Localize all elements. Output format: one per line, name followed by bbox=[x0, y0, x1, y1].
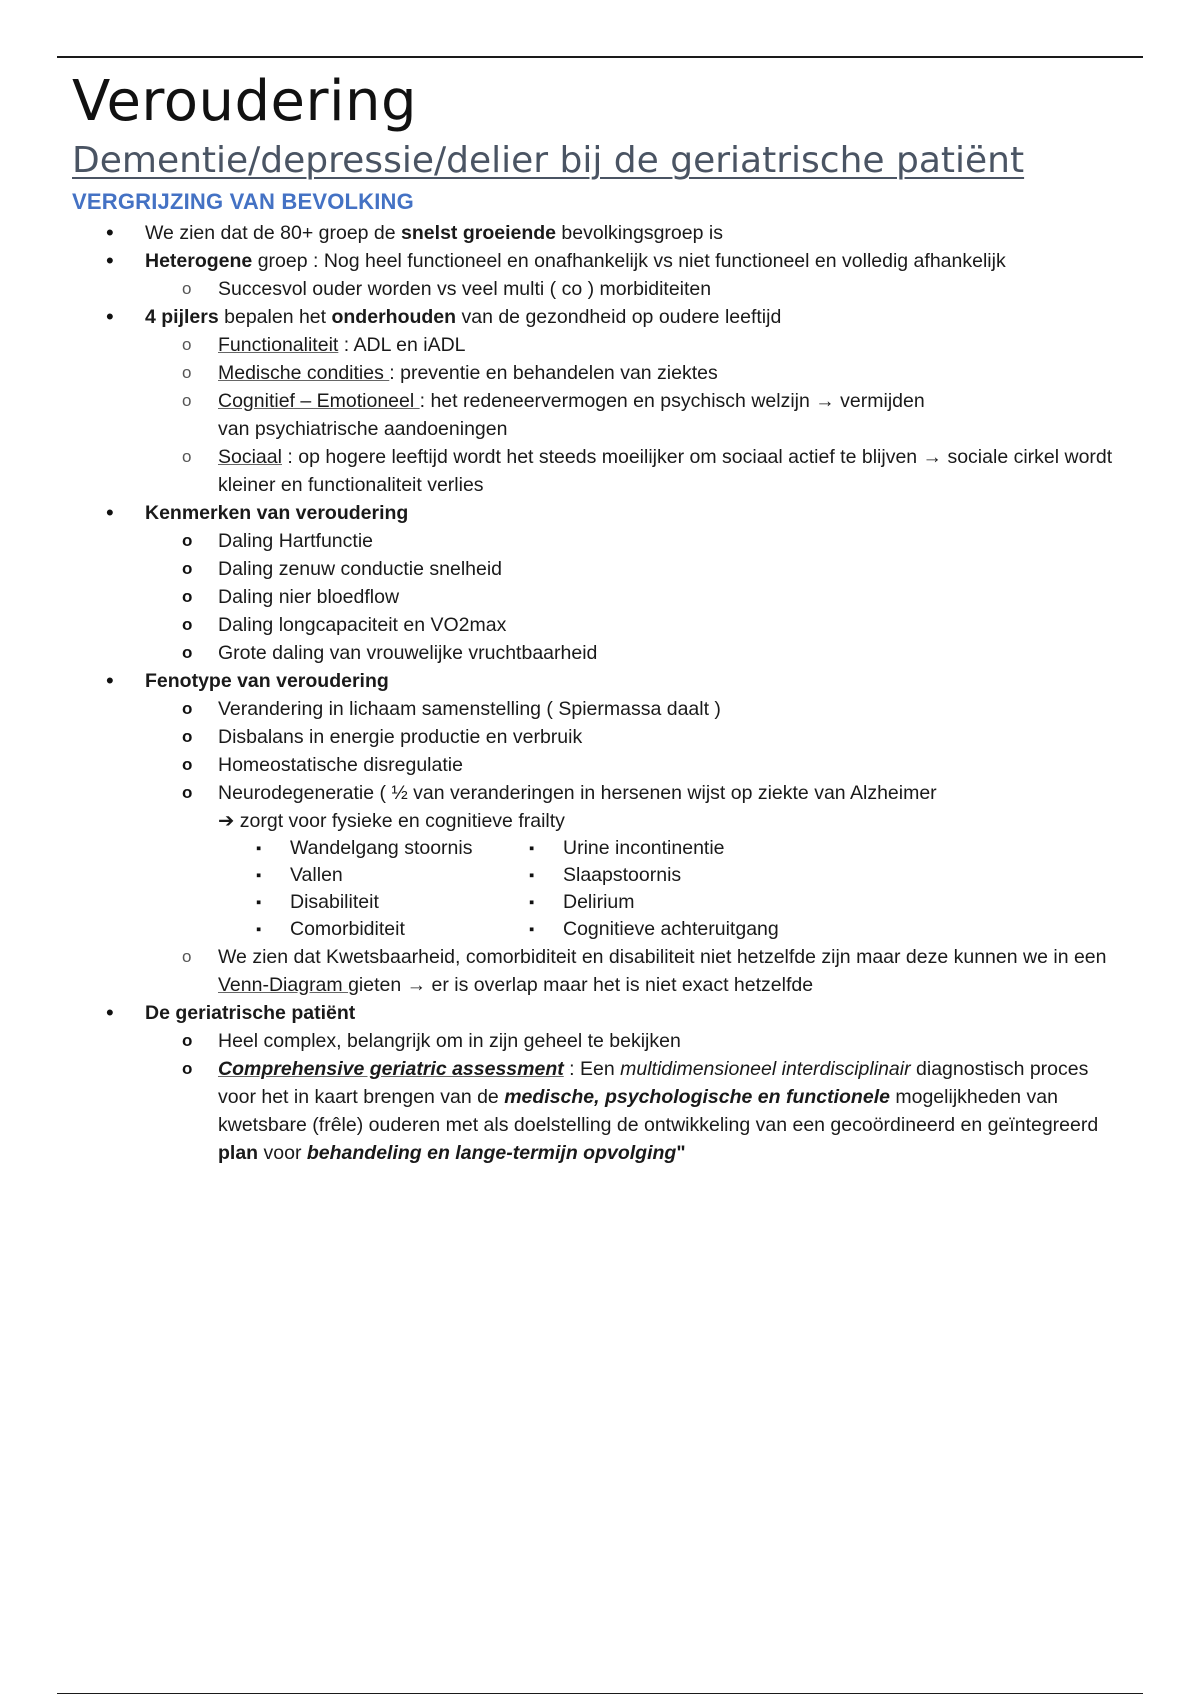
bullet-phenotype: • Fenotype van veroudering o Verandering in lichaam samenstelling ( Spiermassa daalt ) o Disbalans in energie productie en verbruik o Homeostatische disregulatie o Neurodegeneratie ( ½ van veranderingen in hersenen wijst op ziekte van Alzheimer ➔ zorgt voor fysieke en cognitieve frailty ▪ Wandelgang stoornis ▪ Vallen ▪ Disabiliteit ▪ Comorbiditeit ▪ Urine incontinentie ▪ Slaapstoornis ▪ Delirium ▪ Cognitieve achteruitgang o We zien dat Kwetsbaarheid, comorbiditeit en disabiliteit niet hetzelfde zijn maar deze kunnen we in een Venn-Diagram gieten → er is overlap maar het is niet exact hetzelfde bbox=[0, 667, 1200, 999]
frailty-left-column bbox=[0, 835, 563, 943]
phenotype-item: o Disbalans in energie productie en verbruik bbox=[0, 723, 1200, 751]
sub-item: o Succesvol ouder worden vs veel multi ( co ) morbiditeiten bbox=[0, 275, 1200, 303]
phenotype-item: o Homeostatische disregulatie bbox=[0, 751, 1200, 779]
frailty-item: ▪ Cognitieve achteruitgang bbox=[563, 916, 833, 943]
frailty-item: ▪ Urine incontinentie bbox=[563, 835, 833, 862]
geriatric-item: o Heel complex, belangrijk om in zijn geheel te bekijken bbox=[0, 1027, 1200, 1055]
bullet-fastest-growing: • We zien dat de 80+ groep de snelst groeiende bevolkingsgroep is bbox=[0, 219, 1200, 247]
page-subtitle: Dementie/depressie/delier bij de geriatrische patiënt bbox=[72, 140, 1025, 181]
frailty-arrow-line: ➔ zorgt voor fysieke en cognitieve frailty bbox=[218, 810, 565, 832]
pillar-item: o Cognitief – Emotioneel : het redeneervermogen en psychisch welzijn → vermijden van psychiatrische aandoeningen bbox=[0, 387, 1200, 443]
characteristic-item: o Daling zenuw conductie snelheid bbox=[0, 555, 1200, 583]
phenotype-item: o Verandering in lichaam samenstelling ( Spiermassa daalt ) bbox=[0, 695, 1200, 723]
phenotype-item-neuro: o Neurodegeneratie ( ½ van veranderingen in hersenen wijst op ziekte van Alzheimer ➔ zorgt voor fysieke en cognitieve frailty bbox=[0, 779, 1200, 835]
bullet-geriatric-patient: • De geriatrische patiënt o Heel complex, belangrijk om in zijn geheel te bekijken o Comprehensive geriatric assessment : Een multidimensioneel interdisciplinair diagnostisch proces voor het in kaart brengen van de medische, psychologische en functionele mogelijkheden van kwetsbare (frêle) ouderen met als doelstelling de ontwikkeling van een gecoördineerd en geïntegreerd plan voor behandeling en lange-termijn opvolging" bbox=[0, 999, 1200, 1167]
frailty-columns bbox=[0, 835, 1200, 943]
characteristic-item: o Daling longcapaciteit en VO2max bbox=[0, 611, 1200, 639]
frailty-item: ▪ Delirium bbox=[563, 889, 833, 916]
frailty-item: ▪ Wandelgang stoornis bbox=[0, 835, 563, 862]
frailty-right-column bbox=[563, 835, 833, 943]
geriatric-item-cga: o Comprehensive geriatric assessment : Een multidimensioneel interdisciplinair diagnostisch proces voor het in kaart brengen van de medische, psychologische en functionele mogelijkheden van kwetsbare (frêle) ouderen met als doelstelling de ontwikkeling van een gecoördineerd en geïntegreerd plan voor behandeling en lange-termijn opvolging" bbox=[0, 1055, 1200, 1167]
frailty-item: ▪ Slaapstoornis bbox=[563, 862, 833, 889]
pillar-item: o Functionaliteit : ADL en iADL bbox=[0, 331, 1200, 359]
bullet-heterogeneous: • Heterogene groep : Nog heel functioneel en onafhankelijk vs niet functioneel en volledig afhankelijk o Succesvol ouder worden vs veel multi ( co ) morbiditeiten bbox=[0, 247, 1200, 303]
frailty-item: ▪ Disabiliteit bbox=[0, 889, 563, 916]
page-title: Veroudering bbox=[72, 69, 418, 134]
characteristic-item: o Daling nier bloedflow bbox=[0, 583, 1200, 611]
bottom-rule bbox=[57, 1693, 1143, 1694]
top-rule bbox=[57, 56, 1143, 58]
pillar-item: o Medische condities : preventie en behandelen van ziektes bbox=[0, 359, 1200, 387]
frailty-item: ▪ Comorbiditeit bbox=[0, 916, 563, 943]
pillar-item: o Sociaal : op hogere leeftijd wordt het steeds moeilijker om sociaal actief te blijven → sociale cirkel wordt kleiner en functionaliteit verlies bbox=[0, 443, 1200, 499]
characteristic-item: o Grote daling van vrouwelijke vruchtbaarheid bbox=[0, 639, 1200, 667]
characteristic-item: o Daling Hartfunctie bbox=[0, 527, 1200, 555]
section-heading: VERGRIJZING VAN BEVOLKING bbox=[72, 189, 414, 214]
bullet-four-pillars: • 4 pijlers bepalen het onderhouden van de gezondheid op oudere leeftijd o Functionaliteit : ADL en iADL o Medische condities : preventie en behandelen van ziektes o Cognitief – Emotioneel : het redeneervermogen en psychisch welzijn → vermijden van psychiatrische aandoeningen o Sociaal : op hogere leeftijd wordt het steeds moeilijker om sociaal actief te blijven → sociale cirkel wordt kleiner en functionaliteit verlies bbox=[0, 303, 1200, 499]
venn-item: o We zien dat Kwetsbaarheid, comorbiditeit en disabiliteit niet hetzelfde zijn maar deze kunnen we in een Venn-Diagram gieten → er is overlap maar het is niet exact hetzelfde bbox=[0, 943, 1200, 999]
frailty-item: ▪ Vallen bbox=[0, 862, 563, 889]
bullet-characteristics: • Kenmerken van veroudering o Daling Hartfunctie o Daling zenuw conductie snelheid o Daling nier bloedflow o Daling longcapaciteit en VO2max o Grote daling van vrouwelijke vruchtbaarheid bbox=[0, 499, 1200, 667]
main-bullet-list bbox=[0, 219, 1200, 1167]
document-body bbox=[0, 219, 1200, 1167]
